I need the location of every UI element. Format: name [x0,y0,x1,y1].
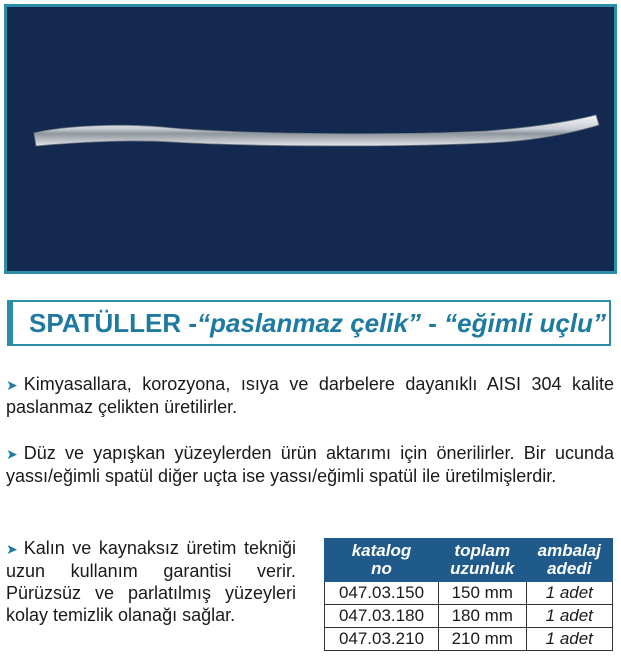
table-row [325,582,613,605]
spec-table [324,538,613,651]
paragraph-material [6,373,614,418]
length-cell: 180 mm [438,605,526,628]
title-tip: “eğimli uçlu” [444,307,606,338]
title-material: “paslanmaz çelik” [197,307,422,338]
catalog-no-cell: 047.03.180 [325,605,439,628]
package-cell: 1 adet [526,582,612,605]
length-cell: 210 mm [438,628,526,651]
paragraph-usage [6,442,614,487]
title-main: SPATÜLLER - [29,307,198,338]
table-row [325,628,613,651]
header-catalog-no: katalog no [325,539,439,582]
package-cell: 1 adet [526,628,612,651]
product-image [4,4,617,274]
paragraph-text: Düz ve yapışkan yüzeylerden ürün aktarımı için önerilirler. Bir ucunda yassı/eğimli spatül diğer uçta ise yassı/eğimli spatül ile üretilmişlerdir. [6,443,614,486]
page-title [7,300,611,346]
paragraph-text: Kalın ve kaynaksız üretim tekniği uzun kullanım garantisi verir. Pürüzsüz ve parlatılmış yüzeyleri kolay temizlik olanağı sağlar. [6,538,296,625]
paragraph-text: Kimyasallara, korozyona, ısıya ve darbelere dayanıklı AISI 304 kalite paslanmaz çelikten üretilirler. [6,374,614,417]
chevron-right-icon: ➤ [6,541,18,557]
catalog-no-cell: 047.03.150 [325,582,439,605]
title-separator: - [421,307,445,338]
header-total-length: toplam uzunluk [438,539,526,582]
spatula-illustration [7,7,614,271]
length-cell: 150 mm [438,582,526,605]
chevron-right-icon: ➤ [6,377,18,393]
chevron-right-icon: ➤ [6,446,18,462]
catalog-no-cell: 047.03.210 [325,628,439,651]
package-cell: 1 adet [526,605,612,628]
header-package-qty: ambalaj adedi [526,539,612,582]
paragraph-durability [6,537,296,626]
table-header-row [325,539,613,582]
table-row [325,605,613,628]
